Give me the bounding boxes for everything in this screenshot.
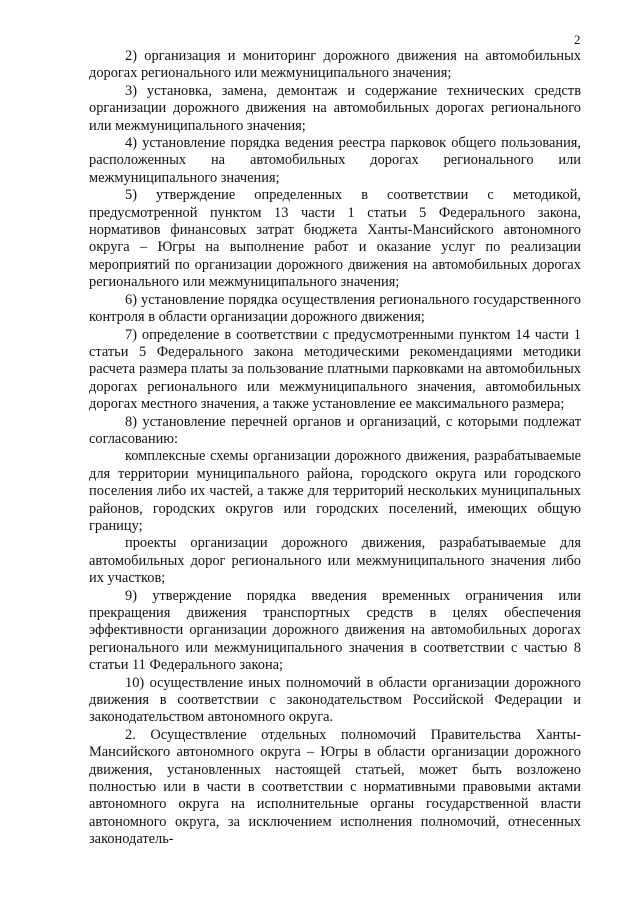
paragraph-item-4: 4) установление порядка ведения реестра парковок общего пользования, расположенных на автомобильных дорогах регионального или межмуниципального значения;	[89, 135, 581, 186]
paragraph-item-5: 5) утверждение определенных в соответствии с методикой, предусмотренной пунктом 13 части 1 статьи 5 Федерального закона, нормативов финансовых затрат бюджета Ханты-Мансийского автономного округа – Югры на выполнение работ и оказание услуг по реализации мероприятий по организации дорожного движения на автомобильных дорогах регионального или межмуниципального значения;	[89, 187, 581, 291]
paragraph-item-6: 6) установление порядка осуществления регионального государственного контроля в области организации дорожного движения;	[89, 291, 581, 326]
page-number: 2	[574, 32, 581, 47]
paragraph-item-7: 7) определение в соответствии с предусмотренными пунктом 14 части 1 статьи 5 Федерального закона методическими рекомендациями методики расчета размера платы за пользование платными парковками на автомобильных дорогах регионального или межмуниципального значения, автомобильных дорогах местного значения, а также установление ее максимального размера;	[89, 326, 581, 413]
paragraph-subitem-complex-schemes: комплексные схемы организации дорожного движения, разрабатываемые для территории муниципального района, городского округа или городского поселения либо их частей, а также для территорий нескольких муниципальных районов, городских округов или городских поселений, имеющих общую границу;	[89, 448, 581, 534]
document-body	[89, 48, 581, 849]
paragraph-item-9: 9) утверждение порядка введения временных ограничения или прекращения движения транспортных средств в целях обеспечения эффективности организации дорожного движения на автомобильных дорогах регионального или межмуниципального значения в соответствии с частью 8 статьи 11 Федерального закона;	[89, 587, 581, 674]
paragraph-subitem-projects: проекты организации дорожного движения, разрабатываемые для автомобильных дорог регионального или межмуниципального значения либо их участков;	[89, 535, 581, 587]
paragraph-section-2: 2. Осуществление отдельных полномочий Правительства Ханты-Мансийского автономного округа – Югры в области организации дорожного движения, установленных настоящей статьей, может быть возложено полностью или в части в соответствии с нормативными правовыми актами автономного округа на исполнительные органы государственной власти автономного округа, за исключением исполнения полномочий, отнесенных законодатель-	[89, 726, 581, 848]
paragraph-item-2: 2) организация и мониторинг дорожного движения на автомобильных дорогах регионального или межмуниципального значения;	[89, 48, 581, 82]
paragraph-item-3: 3) установка, замена, демонтаж и содержание технических средств организации дорожного движения на автомобильных дорогах регионального или межмуниципального значения;	[89, 82, 581, 134]
paragraph-item-8: 8) установление перечней органов и организаций, с которыми подлежат согласованию:	[89, 413, 581, 447]
paragraph-item-10: 10) осуществление иных полномочий в области организации дорожного движения в соответствии с законодательством Российской Федерации и законодательством автономного округа.	[89, 674, 581, 726]
